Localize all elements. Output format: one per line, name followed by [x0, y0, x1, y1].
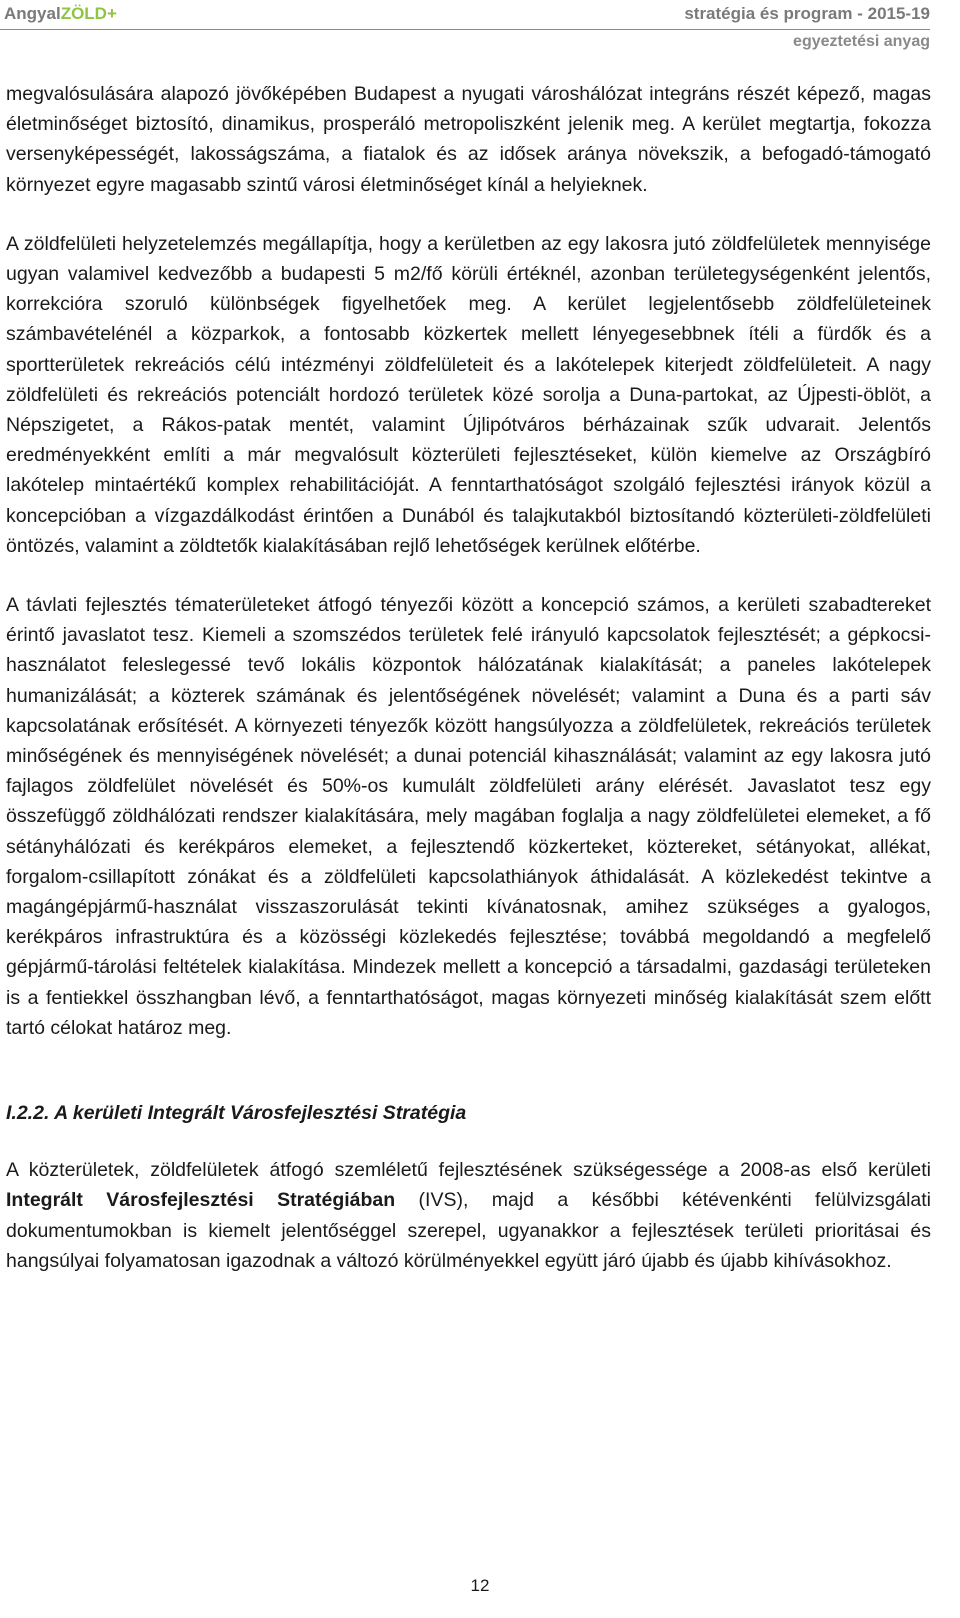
- document-title: stratégia és program - 2015-19: [684, 4, 930, 23]
- brand-green: ZÖLD+: [60, 4, 117, 23]
- paragraph-4: [6, 1155, 931, 1276]
- section-number: I.2.2.: [6, 1102, 50, 1125]
- brand-logo: [4, 4, 117, 24]
- brand-main: Angyal: [4, 4, 61, 23]
- document-subtitle: egyeztetési anyag: [793, 33, 930, 50]
- page-body: [6, 79, 931, 1305]
- page-header: [0, 0, 960, 52]
- paragraph-1: megvalósulására alapozó jövőképében Budapest a nyugati városhálózat integráns részét képező, magas életminőséget biztosító, dinamikus, prosperáló metropoliszként jelenik meg. A kerület megtartja, fokozza versenyképességét, lakosságszáma, a fiatalok és az idősek aránya növekszik, a befogadó-támogató környezet egyre magasabb szintű városi életminőséget kínál a helyieknek.: [6, 83, 931, 196]
- section-heading: [6, 1099, 931, 1127]
- ivs-bold-term: Integrált Városfejlesztési Stratégiában: [6, 1189, 396, 1212]
- paragraph-2: A zöldfelületi helyzetelemzés megállapítja, hogy a kerületben az egy lakosra jutó zöldfelületek mennyisége ugyan valamivel kedvezőbb a budapesti 5 m2/fő körüli értéknél, azonban területegységenként jelentős, korrekcióra szoruló különbségek figyelhetőek meg. A kerület legjelentősebb zöldfelületeinek számbavételénél a közparkok, a fontosabb közkertek mellett lényegesebbnek ítéli a fürdők és a sportterületek rekreációs célú intézményi zöldfelületeit és a lakótelepek kiterjedt zöldfelületeit. A nagy zöldfelületi és rekreációs potenciált hordozó területek közé sorolja a Duna-partokat, az Újpesti-öblöt, a Népszigetet, a Rákos-patak mentét, valamint Újlipótváros bérházainak szűk udvarait. Jelentős eredményekként említi a már megvalósult közterületi fejlesztéseket, külön kiemelve az Országbíró lakótelep mintaértékű komplex rehabilitációját. A fenntarthatóságot szolgáló fejlesztési irányok közül a koncepcióban a vízgazdálkodást érintően a Dunából és talajkutakból biztosítandó közterületi-zöldfelületi öntözés, valamint a zöldtetők kialakításában rejlő lehetőségek kerülnek előtérbe.: [6, 232, 931, 557]
- header-divider: [0, 29, 930, 30]
- page-number: 12: [470, 1576, 490, 1595]
- paragraph-3: A távlati fejlesztés tématerületeket átfogó tényezői között a koncepció számos, a kerületi szabadtereket érintő javaslatot tesz. Kiemeli a szomszédos területek felé irányuló kapcsolatok fejlesztését; a gépkocsi-használatot feleslegessé tevő lokális központok hálózatának kialakítását; a paneles lakótelepek humanizálását; a közterek számának és jelentőségének növelését; valamint a Duna és a parti sáv kapcsolatának erősítését. A környezeti tényezők között hangsúlyozza a zöldfelületek, rekreációs területek minőségének és mennyiségének növelését; a dunai potenciál kihasználását; valamint az egy lakosra jutó fajlagos zöldfelület növelését és 50%-os kumulált zöldfelületi arány elérését. Javaslatot tesz egy összefüggő zöldhálózati rendszer kialakítására, mely magában foglalja a nagy zöldfelületei elemeket, a fő sétányhálózati és kerékpáros elemeket, a fejlesztendő közkerteket, köztereket, sétányokat, allékat, forgalom-csillapított zónákat és a zöldfelületi kapcsolathiányok áthidalását. A közlekedést tekintve a magángépjármű-használat visszaszorulását tekinti kívánatosnak, amihez szükséges a gyalogos, kerékpáros infrastruktúra és a közösségi közlekedés fejlesztése; továbbá megoldandó a megfelelő gépjármű-tárolási feltételek kialakítása. Mindezek mellett a koncepció a társadalmi, gazdasági területeken is a fentiekkel összhangban lévő, a fenntarthatóságot, magas környezeti minőség kialakítását szem előtt tartó célokat határoz meg.: [6, 594, 931, 1039]
- paragraph-4-start: A közterületek, zöldfelületek átfogó szemléletű fejlesztésének szükségessége a 2008-as első kerületi: [6, 1159, 931, 1182]
- paragraph-4-end: (IVS), majd a későbbi kétévenkénti felülvizsgálati dokumentumokban is kiemelt jelentőséggel szerepel, ugyanakkor a fejlesztések területi prioritásai és hangsúlyai folyamatosan igazodnak a változó körülményekkel együtt járó újabb és újabb kihívásokhoz.: [6, 1189, 931, 1272]
- section-title: A kerületi Integrált Városfejlesztési Stratégia: [54, 1102, 467, 1125]
